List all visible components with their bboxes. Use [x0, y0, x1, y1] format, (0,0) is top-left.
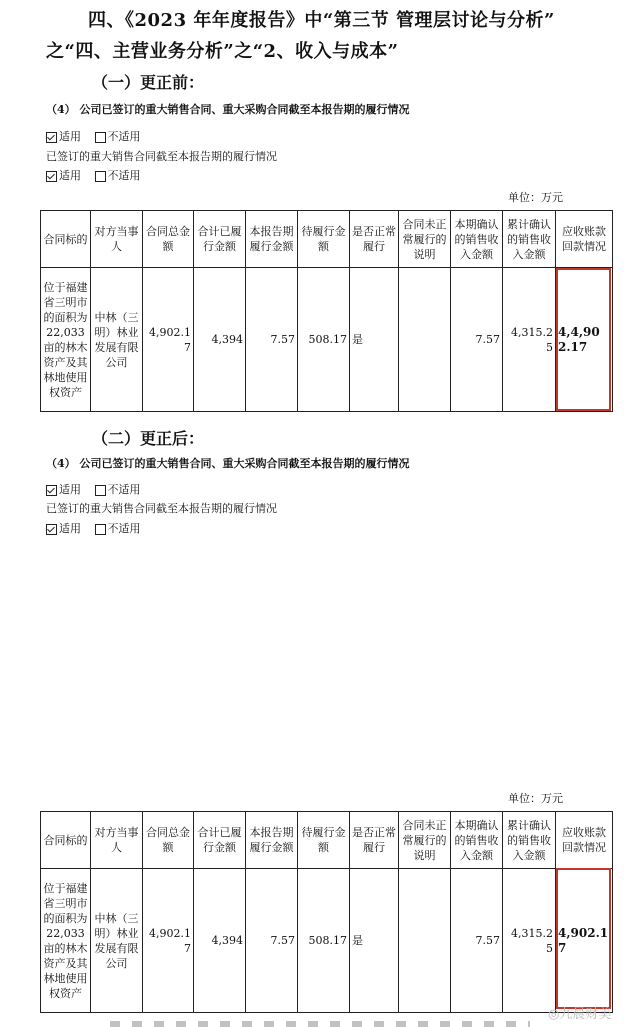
after-desc: 已签订的重大销售合同截至本报告期的履行情况: [46, 502, 277, 515]
before-label: （一）更正前：: [92, 73, 205, 92]
cut-off-text-line: [110, 1021, 530, 1027]
before-section-title: （4） 公司已签订的重大销售合同、重大采购合同截至本报告期的履行情况: [46, 103, 410, 116]
header-cell: 是否正常履行: [350, 211, 399, 268]
section-title-line1: 四、《2023 年年度报告》中“第三节 管理层讨论与分析”: [88, 10, 555, 31]
cell-normal: 是: [350, 268, 399, 412]
cell-period-performed: 7.57: [246, 869, 298, 1013]
watermark-text: 九晨财美: [559, 1007, 612, 1022]
checkbox-checked-icon: [46, 132, 57, 143]
option-not-applicable: 不适用: [107, 169, 141, 182]
checkbox-empty-icon: [95, 132, 106, 143]
option-applicable: 适用: [59, 522, 81, 535]
table-row: [41, 869, 613, 1013]
checkbox-empty-icon: [95, 171, 106, 182]
cell-period-performed: 7.57: [246, 268, 298, 412]
option-applicable: 适用: [59, 483, 81, 496]
cell-subject: 位于福建省三明市的面积为22,033亩的林木资产及其林地使用权资产: [41, 268, 91, 412]
header-cell: 待履行金额: [298, 812, 350, 869]
header-cell: 本报告期履行金额: [246, 211, 298, 268]
table-header-row: [41, 211, 613, 268]
cell-performed-total: 4,394: [194, 869, 246, 1013]
header-cell: 对方当事人: [91, 812, 143, 869]
header-cell: 本期确认的销售收入金额: [451, 211, 503, 268]
cell-total: 4,902.17: [143, 869, 194, 1013]
cell-period-revenue: 7.57: [451, 869, 503, 1013]
cell-pending: 508.17: [298, 268, 350, 412]
table-header-row: [41, 812, 613, 869]
option-not-applicable: 不适用: [107, 522, 141, 535]
cell-cumulative-revenue: 4,315.25: [503, 268, 556, 412]
option-not-applicable: 不适用: [107, 130, 141, 143]
before-desc: 已签订的重大销售合同截至本报告期的履行情况: [46, 150, 277, 163]
header-cell: 合同标的: [41, 211, 91, 268]
header-cell: 累计确认的销售收入金额: [503, 812, 556, 869]
after-section-title: （4） 公司已签订的重大销售合同、重大采购合同截至本报告期的履行情况: [46, 457, 410, 470]
after-options-2: [46, 520, 141, 536]
header-cell: 是否正常履行: [350, 812, 399, 869]
cell-receivables: 4,902.17: [556, 869, 613, 1013]
after-options-1: [46, 481, 141, 497]
cell-total: 4,902.17: [143, 268, 194, 412]
before-options-1: [46, 128, 141, 144]
table-row: [41, 268, 613, 412]
option-applicable: 适用: [59, 130, 81, 143]
watermark: [548, 1003, 611, 1022]
cell-period-revenue: 7.57: [451, 268, 503, 412]
after-label: （二）更正后：: [92, 429, 205, 448]
after-unit: 单位：万元: [508, 792, 563, 805]
header-cell: 累计确认的销售收入金额: [503, 211, 556, 268]
checkbox-checked-icon: [46, 485, 57, 496]
header-cell: 合同未正常履行的说明: [399, 812, 451, 869]
cell-subject: 位于福建省三明市的面积为22,033亩的林木资产及其林地使用权资产: [41, 869, 91, 1013]
before-contract-table: [40, 210, 613, 412]
after-contract-table: [40, 811, 613, 1013]
cell-normal: 是: [350, 869, 399, 1013]
header-cell: 合同未正常履行的说明: [399, 211, 451, 268]
header-cell: 本报告期履行金额: [246, 812, 298, 869]
header-cell: 应收账款回款情况: [556, 812, 613, 869]
checkbox-checked-icon: [46, 171, 57, 182]
header-cell: 合同标的: [41, 812, 91, 869]
option-not-applicable: 不适用: [107, 483, 141, 496]
cell-pending: 508.17: [298, 869, 350, 1013]
header-cell: 应收账款回款情况: [556, 211, 613, 268]
watermark-logo-icon: ◎: [548, 1007, 560, 1022]
before-options-2: [46, 167, 141, 183]
section-title-line2: 之“四、主营业务分析”之“2、收入与成本”: [46, 41, 399, 62]
header-cell: 合计已履行金额: [194, 211, 246, 268]
highlight-box-after: [556, 868, 611, 1009]
checkbox-checked-icon: [46, 524, 57, 535]
checkbox-empty-icon: [95, 524, 106, 535]
header-cell: 待履行金额: [298, 211, 350, 268]
option-applicable: 适用: [59, 169, 81, 182]
cell-explanation: [399, 869, 451, 1013]
header-cell: 对方当事人: [91, 211, 143, 268]
checkbox-empty-icon: [95, 485, 106, 496]
cell-counterparty: 中林（三明）林业发展有限公司: [91, 869, 143, 1013]
cell-performed-total: 4,394: [194, 268, 246, 412]
cell-counterparty: 中林（三明）林业发展有限公司: [91, 268, 143, 412]
header-cell: 合同总金额: [143, 211, 194, 268]
cell-cumulative-revenue: 4,315.25: [503, 869, 556, 1013]
cell-explanation: [399, 268, 451, 412]
cell-receivables: 4,4,902.17: [556, 268, 613, 412]
highlight-box-before: [556, 268, 611, 411]
before-unit: 单位：万元: [508, 191, 563, 204]
header-cell: 合同总金额: [143, 812, 194, 869]
header-cell: 合计已履行金额: [194, 812, 246, 869]
header-cell: 本期确认的销售收入金额: [451, 812, 503, 869]
